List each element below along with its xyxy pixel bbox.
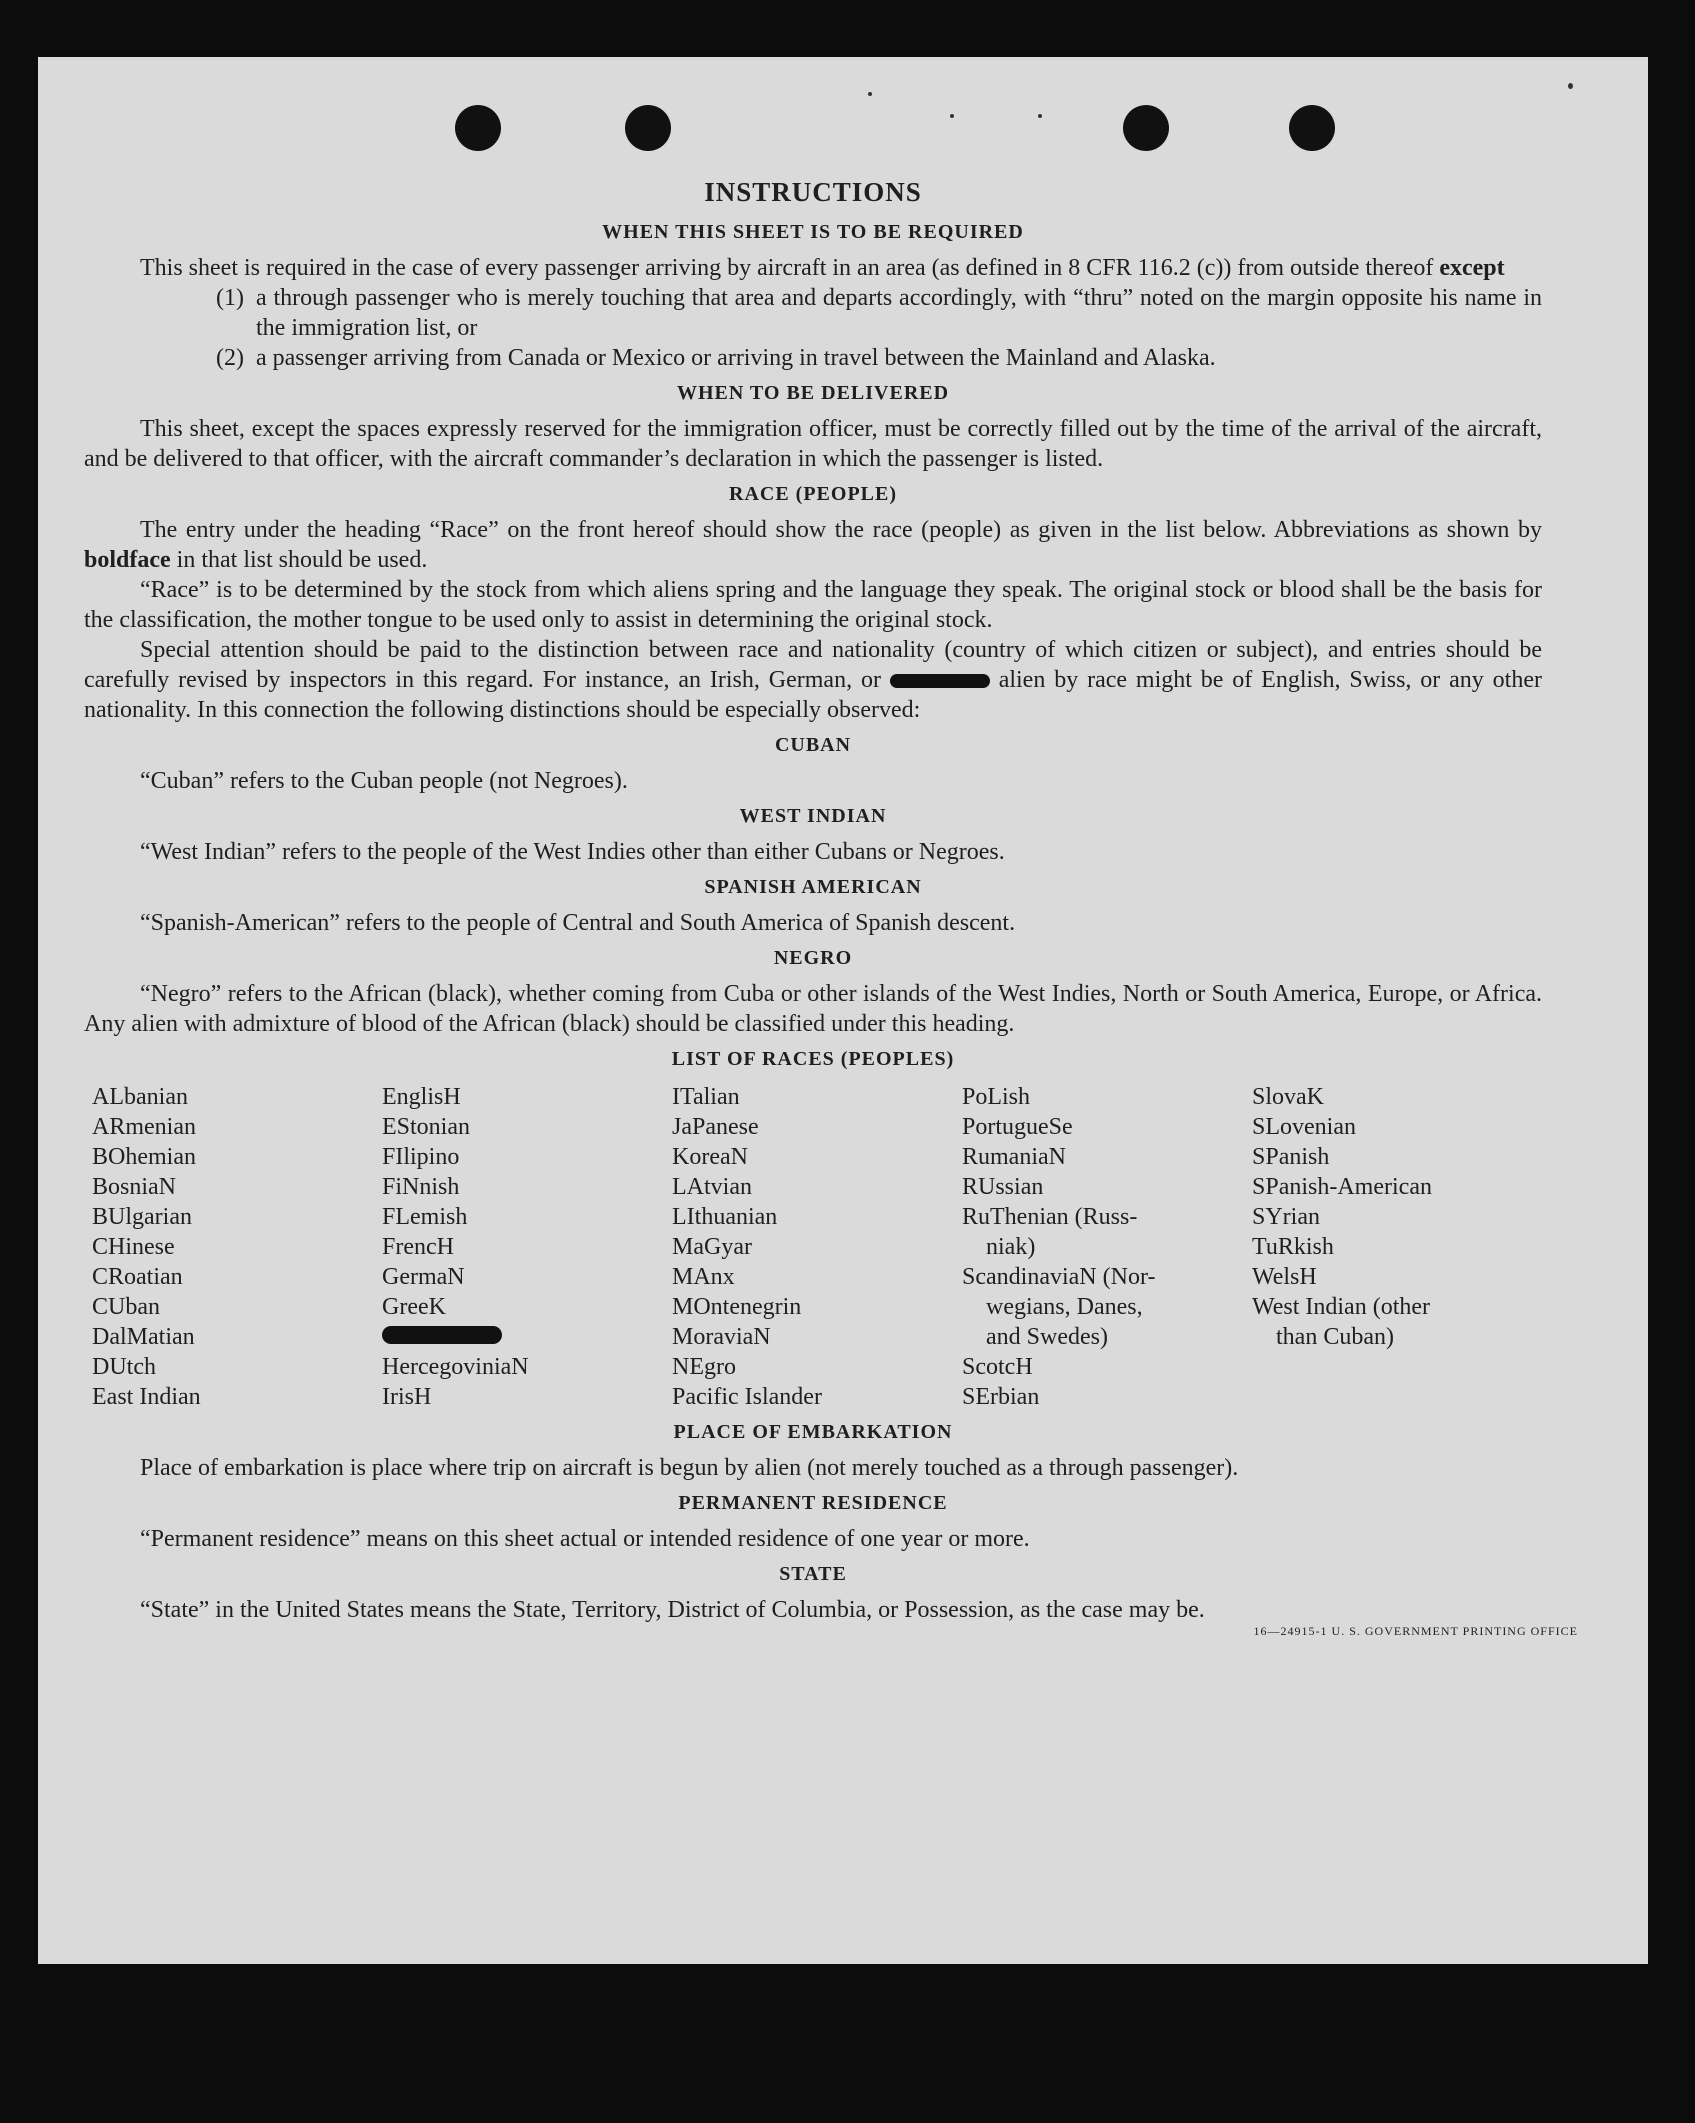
section-heading: WHEN THIS SHEET IS TO BE REQUIRED — [602, 221, 1024, 243]
printing-office-footer: 16—24915-1 U. S. GOVERNMENT PRINTING OFFICE — [1253, 1624, 1578, 1638]
west-indian-text: “West Indian” refers to the people of the West Indies other than either Cubans or Negroes. — [140, 839, 1005, 865]
races-column — [92, 1082, 382, 1412]
race-entry: FiNnish — [382, 1174, 460, 1200]
race-entry: JaPanese — [672, 1114, 759, 1140]
state-text: “State” in the United States means the State, Territory, District of Columbia, or Possession, as the case may be. — [140, 1597, 1205, 1623]
race-entry: than Cuban) — [1276, 1324, 1394, 1350]
race-entry: FIlipino — [382, 1144, 460, 1170]
speck — [868, 92, 872, 96]
race-entry: SPanish — [1252, 1144, 1330, 1170]
races-column — [382, 1082, 672, 1412]
race-entry: BOhemian — [92, 1144, 196, 1170]
races-column — [962, 1082, 1252, 1412]
race-entry: MAnx — [672, 1264, 735, 1290]
race-paragraph: “Race” is to be determined by the stock from which aliens spring and the language they speak. The original stock or blood shall be the basis for the classification, the mother tongue to be used only to assist in determining the original stock. — [84, 577, 1542, 633]
race-entry: BUlgarian — [92, 1204, 192, 1230]
race-entry: ScotcH — [962, 1354, 1033, 1380]
spanish-american-text: “Spanish-American” refers to the people of Central and South America of Spanish descent. — [140, 910, 1016, 936]
race-entry: HercegoviniaN — [382, 1354, 529, 1380]
race-entry: East Indian — [92, 1384, 201, 1410]
speck — [950, 114, 954, 118]
embarkation-text: Place of embarkation is place where trip on aircraft is begun by alien (not merely touched as a through passenger). — [140, 1455, 1239, 1481]
race-entry: FLemish — [382, 1204, 468, 1230]
race-entry: CRoatian — [92, 1264, 183, 1290]
race-entry: SPanish-American — [1252, 1174, 1432, 1200]
delivered-text: This sheet, except the spaces expressly reserved for the immigration officer, must be correctly filled out by the time of the arrival of the aircraft, and be delivered to that officer, with the aircraft commander’s declaration in which the passenger is listed. — [84, 416, 1542, 472]
race-entry: wegians, Danes, — [986, 1294, 1143, 1320]
race-entry: NEgro — [672, 1354, 736, 1380]
punch-hole — [1289, 105, 1335, 151]
race-entry: SlovaK — [1252, 1084, 1324, 1110]
negro-text: “Negro” refers to the African (black), whether coming from Cuba or other islands of the West Indies, North or South America, Europe, or Africa. Any alien with admixture of blood of the African (black) should be classified under this heading. — [84, 981, 1542, 1037]
race-entry: EnglisH — [382, 1084, 461, 1110]
race-entry: DUtch — [92, 1354, 156, 1380]
race-entry: IrisH — [382, 1384, 432, 1410]
redaction-mark — [382, 1326, 502, 1344]
race-entry: LIthuanian — [672, 1204, 778, 1230]
punch-hole — [455, 105, 501, 151]
race-entry: RUssian — [962, 1174, 1044, 1200]
required-item: (1) a through passenger who is merely touching that area and departs accordingly, with “thru” noted on the margin opposite his name in the immigration list, or — [216, 285, 1542, 341]
section-heading: WHEN TO BE DELIVERED — [676, 382, 950, 404]
section-heading: PLACE OF EMBARKATION — [673, 1421, 953, 1443]
race-entry: DalMatian — [92, 1324, 195, 1350]
race-paragraph: The entry under the heading “Race” on the front hereof should show the race (people) as given in the list below. Abbreviations as shown by boldface in that list should be used. — [84, 517, 1542, 573]
cuban-text: “Cuban” refers to the Cuban people (not Negroes). — [140, 768, 628, 794]
race-entry: PoLish — [962, 1084, 1031, 1110]
punch-hole — [625, 105, 671, 151]
section-heading: STATE — [779, 1563, 847, 1585]
section-heading: WEST INDIAN — [739, 805, 887, 827]
race-entry: TuRkish — [1252, 1234, 1334, 1260]
race-entry: ITalian — [672, 1084, 740, 1110]
race-entry: RumaniaN — [962, 1144, 1066, 1170]
race-entry: MoraviaN — [672, 1324, 771, 1350]
document-page — [38, 57, 1648, 1964]
speck — [1038, 114, 1042, 118]
races-column — [1252, 1082, 1542, 1412]
race-entry: CHinese — [92, 1234, 175, 1260]
race-entry: ALbanian — [92, 1084, 188, 1110]
race-paragraph: Special attention should be paid to the distinction between race and nationality (country of which citizen or subject), and entries should be carefully revised by inspectors in this regard. For instance, an Irish, German, or alien by race might be of English, Swiss, or any other nationality. In this connection the following distinctions should be especially observed: — [84, 637, 1542, 723]
required-item: (2) a passenger arriving from Canada or Mexico or arriving in travel between the Mainland and Alaska. — [216, 345, 1216, 371]
section-heading: SPANISH AMERICAN — [704, 876, 922, 898]
race-entry: West Indian (other — [1252, 1294, 1431, 1320]
race-entry: FrencH — [382, 1234, 454, 1260]
punch-hole — [1123, 105, 1169, 151]
race-entry: RuThenian (Russ- — [962, 1204, 1138, 1230]
section-heading: NEGRO — [773, 947, 853, 969]
residence-text: “Permanent residence” means on this sheet actual or intended residence of one year or more. — [140, 1526, 1030, 1552]
race-entry: GermaN — [382, 1264, 465, 1290]
race-entry: ScandinaviaN (Nor- — [962, 1264, 1156, 1290]
race-entry: ARmenian — [92, 1114, 196, 1140]
race-entry: CUban — [92, 1294, 160, 1320]
required-intro: This sheet is required in the case of every passenger arriving by aircraft in an area (as defined in 8 CFR 116.2 (c)) from outside thereof except — [140, 255, 1505, 281]
race-entry: SErbian — [962, 1384, 1040, 1410]
race-entry: niak) — [986, 1234, 1036, 1260]
race-entry: WelsH — [1252, 1264, 1317, 1290]
race-entry: PortugueSe — [962, 1114, 1073, 1140]
race-entry: MOntenegrin — [672, 1294, 802, 1320]
speck — [1568, 83, 1573, 89]
race-entry: EStonian — [382, 1114, 470, 1140]
race-entry: SYrian — [1252, 1204, 1320, 1230]
race-entry: BosniaN — [92, 1174, 176, 1200]
page-title: INSTRUCTIONS — [704, 177, 922, 207]
instructions-body — [84, 177, 1542, 1625]
race-entry: GreeK — [382, 1294, 446, 1320]
race-entry: LAtvian — [672, 1174, 752, 1200]
section-heading: LIST OF RACES (PEOPLES) — [671, 1048, 955, 1070]
race-entry: and Swedes) — [986, 1324, 1108, 1350]
race-entry: Pacific Islander — [672, 1384, 822, 1410]
race-entry-redacted — [382, 1322, 672, 1352]
redaction-mark — [890, 674, 990, 688]
section-heading: RACE (PEOPLE) — [729, 483, 897, 505]
section-heading: CUBAN — [774, 734, 852, 756]
races-column — [672, 1082, 962, 1412]
races-list — [92, 1082, 1542, 1412]
race-entry: SLovenian — [1252, 1114, 1356, 1140]
section-heading: PERMANENT RESIDENCE — [678, 1492, 948, 1514]
race-entry: KoreaN — [672, 1144, 748, 1170]
race-entry: MaGyar — [672, 1234, 752, 1260]
